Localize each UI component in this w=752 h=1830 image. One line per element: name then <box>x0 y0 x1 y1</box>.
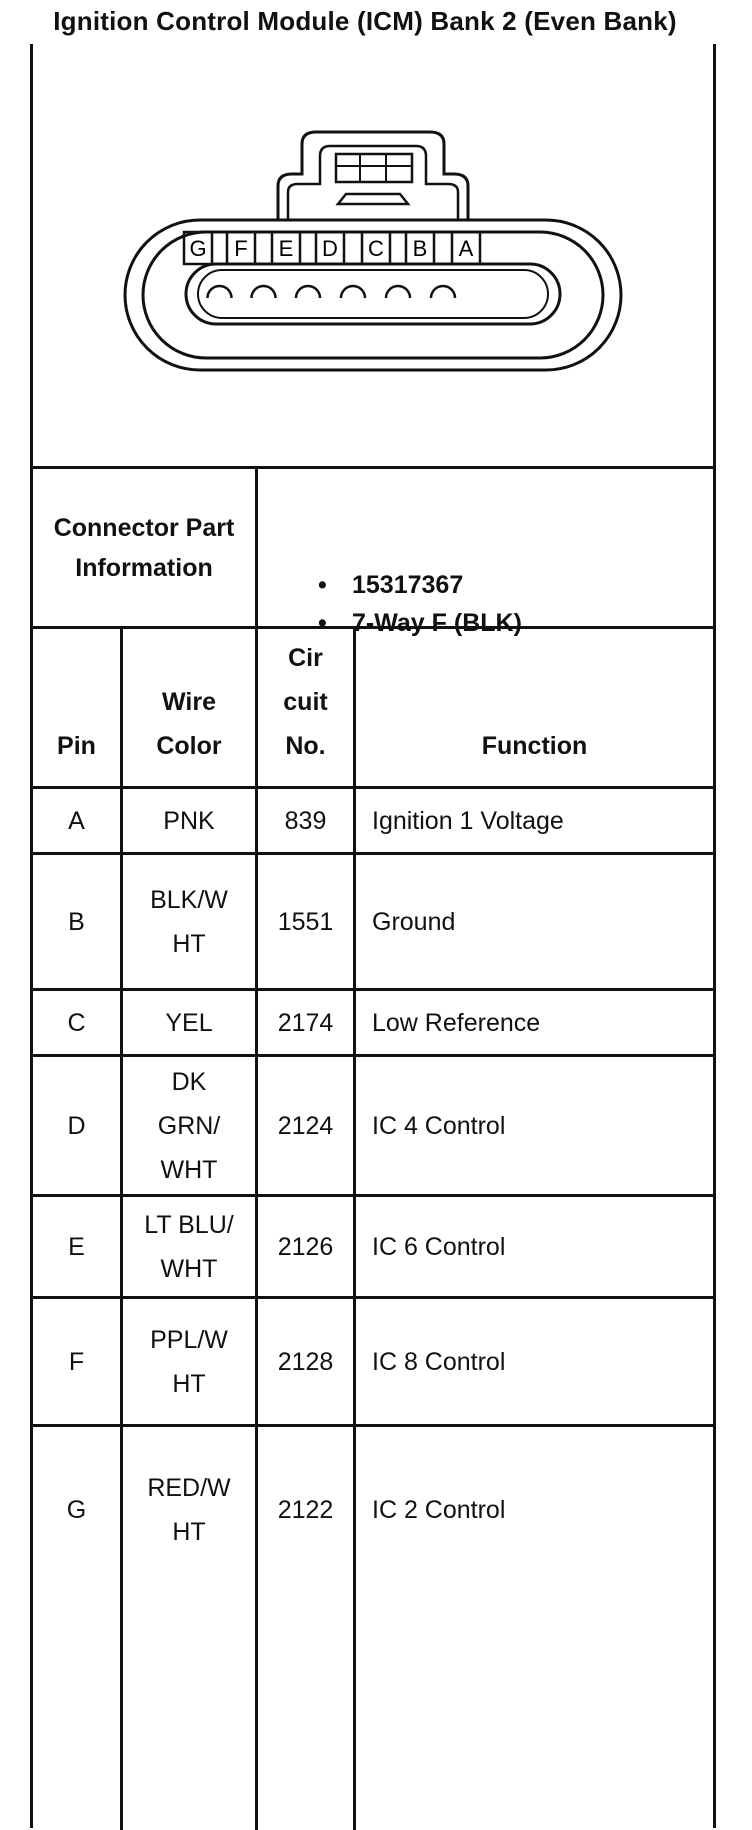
circuit-number-cell: 2122 <box>277 1495 334 1524</box>
function-cell: Ground <box>372 907 456 936</box>
circuit-number-cell: 2128 <box>277 1347 334 1376</box>
function-cell: IC 2 Control <box>372 1495 506 1524</box>
pin-cell: A <box>68 806 85 835</box>
circuit-number-cell: 2174 <box>277 1008 334 1037</box>
pin-label-e: E <box>278 236 294 261</box>
wire-color-cell: BLK/W HT <box>150 885 228 958</box>
pin-separator <box>296 286 320 298</box>
function-cell: IC 8 Control <box>372 1347 506 1376</box>
pin-cell: C <box>67 1008 86 1037</box>
pin-separator <box>341 286 365 298</box>
pin-separator <box>431 286 455 298</box>
function-cell: IC 6 Control <box>372 1232 506 1261</box>
list-item: • 7-Way F (BLK) <box>318 604 522 642</box>
part-number: 15317367 <box>352 571 464 599</box>
wire-color-cell: DK GRN/ WHT <box>157 1067 221 1184</box>
wire-color-cell: PNK <box>163 806 215 835</box>
pin-cell: D <box>67 1111 86 1140</box>
pin-cavity-row <box>186 264 560 324</box>
pin-label-c: C <box>368 236 384 261</box>
header-circuit-no: Cir cuit No. <box>283 644 328 760</box>
function-cell: Ignition 1 Voltage <box>372 806 564 835</box>
pin-cell: B <box>68 907 85 936</box>
function-cell: IC 4 Control <box>372 1111 506 1140</box>
pin-separator <box>252 286 276 298</box>
pin-cell: F <box>68 1347 85 1376</box>
circuit-number-cell: 1551 <box>277 907 334 936</box>
circuit-number-cell: 2126 <box>277 1232 334 1261</box>
pin-separator <box>386 286 410 298</box>
header-wire-color: Wire Color <box>156 688 222 760</box>
pin-separator <box>208 286 232 298</box>
function-cell: Low Reference <box>372 1008 541 1037</box>
pin-label-d: D <box>322 236 338 261</box>
wire-color-cell: YEL <box>165 1008 213 1037</box>
pin-label-a: A <box>458 236 474 261</box>
connector-part-info-label: Connector Part Information <box>53 513 235 582</box>
connector-type: 7-Way F (BLK) <box>352 609 522 637</box>
wire-color-cell: RED/W HT <box>147 1473 231 1546</box>
latch-slot <box>336 154 412 182</box>
page-title: Ignition Control Module (ICM) Bank 2 (Even Bank) <box>53 6 677 36</box>
header-function: Function <box>481 732 588 760</box>
pin-label-g: G <box>189 236 207 261</box>
circuit-number-cell: 2124 <box>277 1111 334 1140</box>
pin-cell: E <box>68 1232 85 1261</box>
pin-label-f: F <box>234 236 248 261</box>
pin-label-b: B <box>412 236 428 261</box>
circuit-number-cell: 839 <box>284 806 327 835</box>
pin-cell: G <box>66 1495 87 1524</box>
wire-color-cell: LT BLU/ WHT <box>144 1210 234 1283</box>
list-item: • 15317367 <box>318 566 522 604</box>
wire-color-cell: PPL/W HT <box>150 1325 228 1398</box>
header-pin: Pin <box>57 732 96 760</box>
